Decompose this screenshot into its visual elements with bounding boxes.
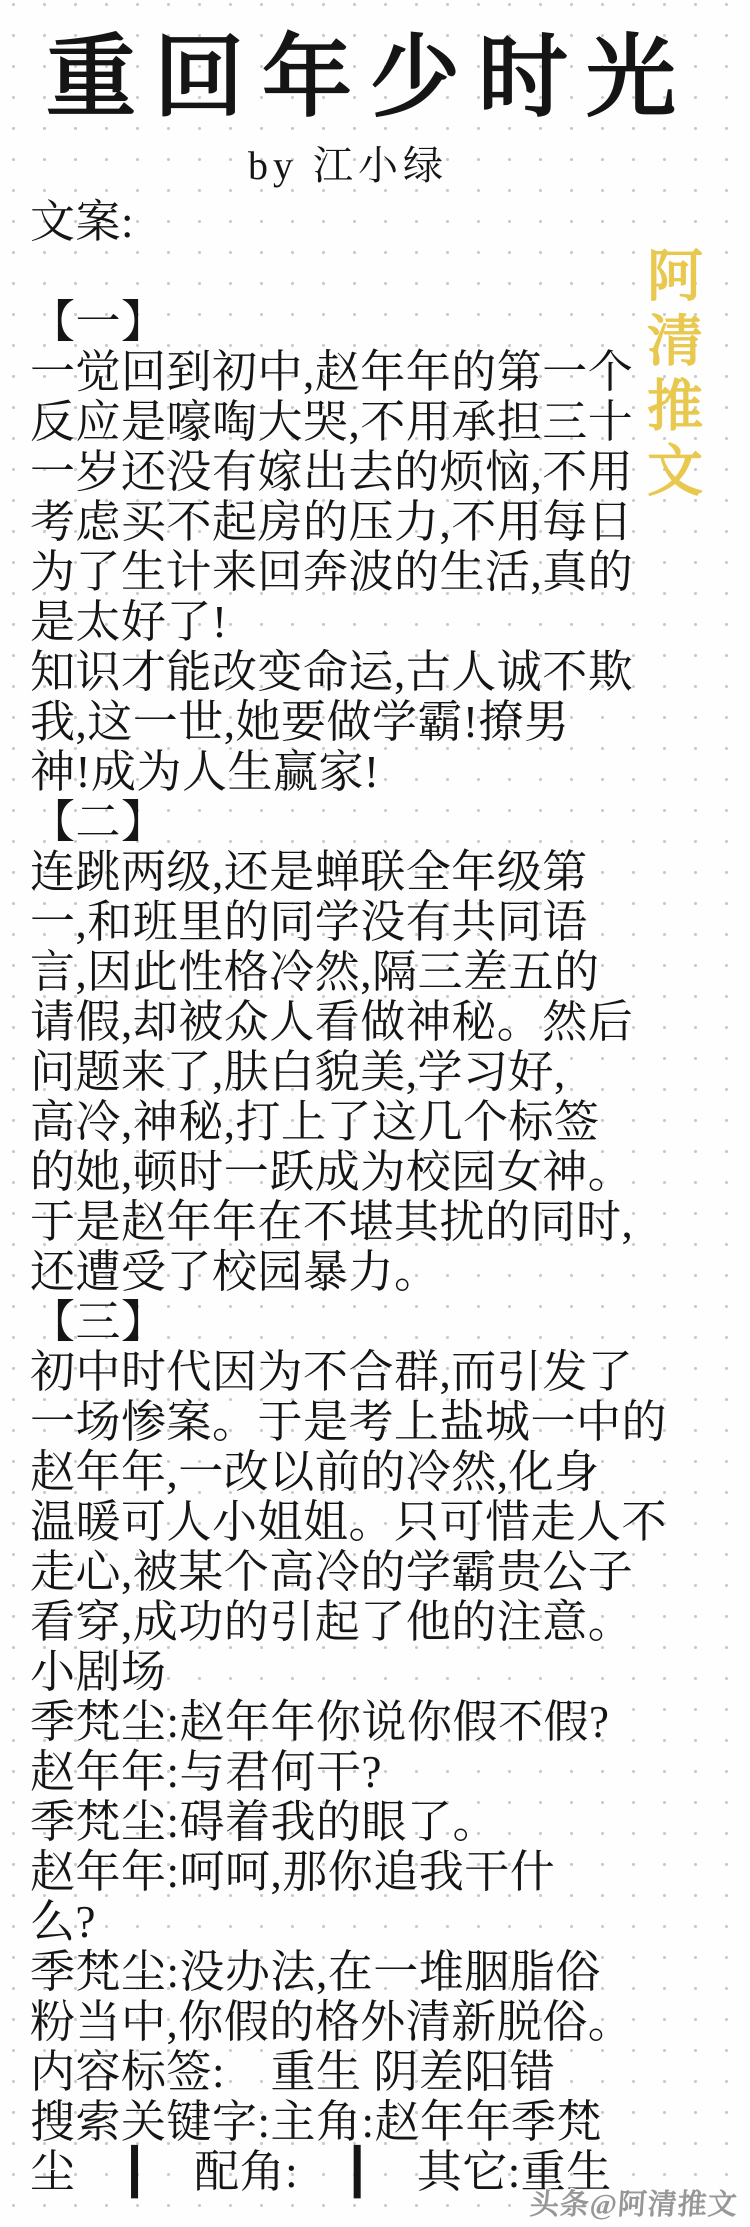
text-line: 温暖可人小姐姐。只可惜走人不 <box>30 1497 668 1547</box>
text-line: 一,和班里的同学没有共同语 <box>30 897 588 947</box>
text-line: 内容标签: 重生 阴差阳错 <box>30 2047 556 2097</box>
text-line: 季梵尘:赵年年你说你假不假? <box>30 1697 610 1747</box>
text-line: 言,因此性格冷然,隔三差五的 <box>30 947 600 997</box>
text-line: 尘 ┃ 配角: ┃ 其它:重生 <box>30 2147 612 2197</box>
text-line: 小剧场 <box>30 1647 167 1697</box>
text-line: 是太好了! <box>30 597 228 647</box>
text-line: 一觉回到初中,赵年年的第一个 <box>30 347 634 397</box>
text-line: 季梵尘:碍着我的眼了。 <box>30 1797 499 1847</box>
text-line: 考虑买不起房的压力,不用每日 <box>30 497 634 547</box>
text-line: 还遭受了校园暴力。 <box>30 1247 440 1297</box>
text-line: 么? <box>30 1897 96 1947</box>
text-line: 一场惨案。于是考上盐城一中的 <box>30 1397 668 1447</box>
text-line: 赵年年:与君何干? <box>30 1747 382 1797</box>
text-line: 【三】 <box>30 1297 167 1347</box>
synopsis-body <box>30 197 740 2197</box>
text-line: 粉当中,你假的格外清新脱俗。 <box>30 1997 634 2047</box>
text-line: 【二】 <box>30 797 167 847</box>
text-line: 搜索关键字:主角:赵年年季梵 <box>30 2097 603 2147</box>
text-line: 于是赵年年在不堪其扰的同时, <box>30 1197 634 1247</box>
text-line: 知识才能改变命运,古人诚不欺 <box>30 647 634 697</box>
text-line: 初中时代因为不合群,而引发了 <box>30 1347 634 1397</box>
text-line: 为了生计来回奔波的生活,真的 <box>30 547 634 597</box>
text-line: 神!成为人生赢家! <box>30 747 380 797</box>
page-title: 重回年少时光 <box>46 29 694 128</box>
text-line: 走心,被某个高冷的学霸贵公子 <box>30 1547 634 1597</box>
text-line: 季梵尘:没办法,在一堆胭脂俗 <box>30 1947 601 1997</box>
text-line: 的她,顿时一跃成为校园女神。 <box>30 1147 634 1197</box>
text-line: 文案: <box>30 197 135 247</box>
text-line: 一岁还没有嫁出去的烦恼,不用 <box>30 447 634 497</box>
text-line: 连跳两级,还是蝉联全年级第 <box>30 847 588 897</box>
text-line: 问题来了,肤白貌美,学习好, <box>30 1047 566 1097</box>
text-line: 请假,却被众人看做神秘。然后 <box>30 997 634 1047</box>
text-line: 看穿,成功的引起了他的注意。 <box>30 1597 634 1647</box>
text-line: 【一】 <box>30 297 167 347</box>
text-line <box>30 247 740 297</box>
text-line: 我,这一世,她要做学霸!撩男 <box>30 697 570 747</box>
text-line: 赵年年:呵呵,那你追我干什 <box>30 1847 556 1897</box>
corner-watermark: 头条@阿清推文 <box>528 2189 739 2221</box>
text-line: 反应是嚎啕大哭,不用承担三十 <box>30 397 634 447</box>
vertical-watermark: 阿清推文 <box>639 246 701 506</box>
text-line: 赵年年,一改以前的冷然,化身 <box>30 1447 600 1497</box>
text-line: 高冷,神秘,打上了这几个标签 <box>30 1097 600 1147</box>
author-byline: by 江小绿 <box>248 143 448 188</box>
